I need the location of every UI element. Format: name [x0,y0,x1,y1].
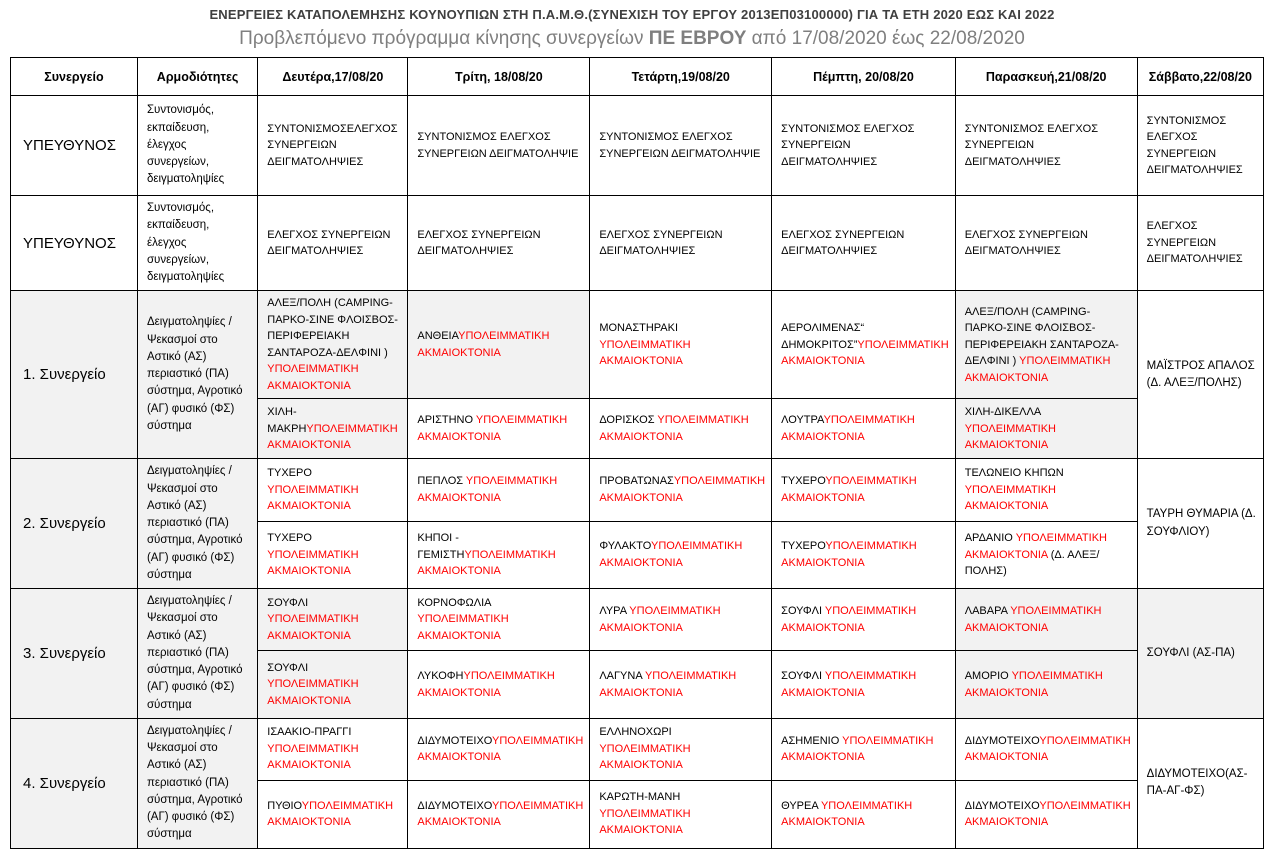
row-duties-synergeio-1: Δειγματοληψίες / Ψεκασμοί στο Αστικό (ΑΣ) περιαστικό (ΠΑ) σύστημα, Αγροτικό (ΑΓ) φυσικό (ΦΣ) σύστημα [137,291,257,459]
treatment-text: ΥΠΟΛΕΙΜΜΑΤΙΚΗ ΑΚΜΑΙΟΚΤΟΝΙΑ [781,540,917,569]
treatment-text: ΥΠΟΛΕΙΜΜΑΤΙΚΗ ΑΚΜΑΙΟΚΤΟΝΙΑ [417,414,568,443]
location-text: ΦΥΛΑΚΤΟ [599,540,651,553]
location-text: ΤΑΥΡΗ ΘΥΜΑΡΙΑ (Δ. ΣΟΥΦΛΙΟΥ) [1146,508,1256,538]
treatment-text: ΥΠΟΛΕΙΜΜΑΤΙΚΗ ΑΚΜΑΙΟΚΤΟΝΙΑ [781,338,949,367]
location-text: ΑΡΙΣΤΗΝΟ [417,414,476,427]
row-duties-synergeio-2: Δειγματοληψίες / Ψεκασμοί στο Αστικό (ΑΣ) περιαστικό (ΠΑ) σύστημα, Αγροτικό (ΑΓ) φυσικό (ΦΣ) σύστημα [137,459,257,589]
location-text: ΧΙΛΗ-ΔΙΚΕΛΛΑ [964,406,1041,418]
column-header-0: Συνεργείο [11,58,138,96]
location-text: ΑΡΔΑΝΙΟ [964,532,1016,545]
location-text: ΤΥΧΕΡΟ [781,540,826,553]
location-text: ΤΥΧΕΡΟ [781,475,826,488]
treatment-text: ΥΠΟΛΕΙΜΜΑΤΙΚΗ ΑΚΜΑΙΟΚΤΟΝΙΑ [599,670,737,699]
cell-synergeio-4-wed-bottom [590,780,772,848]
location-text: ΣΥΝΤΟΝΙΣΜΟΣ ΕΛΕΓΧΟΣ ΣΥΝΕΡΓΕΙΩΝ ΔΕΙΓΜΑΤΟΛΗΨΙΕΣ [781,122,915,168]
title-line2-prefix: Προβλεπόμενο πρόγραμμα κίνησης συνεργείων [239,28,649,49]
location-text: (Δ. ΑΛΕΞ/ΠΟΛΗΣ) [964,548,1100,578]
location-text: ΕΛΕΓΧΟΣ ΣΥΝΕΡΓΕΙΩΝ ΔΕΙΓΜΑΤΟΛΗΨΙΕΣ [599,228,723,258]
location-text: ΠΡΟΒΑΤΩΝΑΣ [599,475,674,488]
column-header-2: Δευτέρα,17/08/20 [258,58,408,96]
row-duties-ypefthinos-1: Συντονισμός, εκπαίδευση, έλεγχος συνεργείων, δειγματοληψίες [137,96,257,196]
treatment-text: ΥΠΟΛΕΙΜΜΑΤΙΚΗ ΑΚΜΑΙΟΚΤΟΝΙΑ [964,483,1057,513]
location-text: ΣΟΥΦΛΙ (ΑΣ-ΠΑ) [1146,646,1235,659]
cell-synergeio-2-mon-bottom [258,521,408,588]
treatment-text: ΥΠΟΛΕΙΜΜΑΤΙΚΗ ΑΚΜΑΙΟΚΤΟΝΙΑ [267,483,359,513]
column-header-1: Αρμοδιότητες [137,58,257,96]
cell-synergeio-2-tue-top [408,459,590,521]
cell-synergeio-4-tue-top [408,718,590,780]
cell-synergeio-1-fri-bottom [955,399,1137,459]
location-text: ΚΗΠΟΙ - ΓΕΜΙΣΤΗ [417,532,465,561]
cell-synergeio-3-mon-bottom [258,651,408,718]
treatment-text: ΥΠΟΛΕΙΜΜΑΤΙΚΗ ΑΚΜΑΙΟΚΤΟΝΙΑ [599,540,743,569]
location-text: ΧΙΛΗ-ΜΑΚΡΗ [267,406,307,435]
treatment-text: ΥΠΟΛΕΙΜΜΑΤΙΚΗ ΑΚΜΑΙΟΚΤΟΝΙΑ [781,734,934,764]
treatment-text: ΥΠΟΛΕΙΜΜΑΤΙΚΗ ΑΚΜΑΙΟΚΤΟΝΙΑ [417,613,509,642]
cell-synergeio-4-fri-top [955,718,1137,780]
location-text: ΑΛΕΞ/ΠΟΛΗ (CAMPING-ΠΑΡΚΟ-ΣΙΝΕ ΦΛΟΙΣΒΟΣ-ΠΕΡΙΦΕΡΕΙΑΚΗ ΣΑΝΤΑΡΟΖΑ-ΔΕΛΦΙΝΙ ) [267,297,398,359]
location-text: ΠΕΠΛΟΣ [417,475,466,488]
cell-synergeio-2-thu-bottom [772,521,956,588]
treatment-text: ΥΠΟΛΕΙΜΜΑΤΙΚΗ ΑΚΜΑΙΟΚΤΟΝΙΑ [417,734,584,764]
location-text: ΜΑΪΣΤΡΟΣ ΑΠΑΛΟΣ (Δ. ΑΛΕΞ/ΠΟΛΗΣ) [1146,359,1255,389]
row-duties-synergeio-3: Δειγματοληψίες / Ψεκασμοί στο Αστικό (ΑΣ) περιαστικό (ΠΑ) σύστημα, Αγροτικό (ΑΓ) φυσικό (ΦΣ) σύστημα [137,589,257,719]
location-text: ΔΙΔΥΜΟΤΕΙΧΟ [964,799,1040,812]
row-duties-ypefthinos-2: Συντονισμός, εκπαίδευση, έλεγχος συνεργείων, δειγματοληψίες [137,196,257,291]
location-text: ΣΟΥΦΛΙ [267,661,309,674]
treatment-text: ΥΠΟΛΕΙΜΜΑΤΙΚΗ ΑΚΜΑΙΟΚΤΟΝΙΑ [781,414,915,443]
cell-synergeio-1-tue-bottom [408,399,590,459]
treatment-text: ΥΠΟΛΕΙΜΜΑΤΙΚΗ ΑΚΜΑΙΟΚΤΟΝΙΑ [781,475,917,504]
cell-synergeio-3-thu-bottom [772,651,956,718]
row-label-synergeio-3: 3. Συνεργείο [11,589,138,719]
cell-ypefthinos-2-day3 [772,196,956,291]
cell-synergeio-2-fri-top [955,459,1137,521]
location-text: ΑΜΟΡΙΟ [964,670,1012,683]
cell-synergeio-4-thu-top [772,718,956,780]
cell-synergeio-1-sat [1137,291,1263,459]
row-label-ypefthinos-2: ΥΠΕΥΘΥΝΟΣ [11,196,138,291]
treatment-text: ΥΠΟΛΕΙΜΜΑΤΙΚΗ ΑΚΜΑΙΟΚΤΟΝΙΑ [417,330,550,359]
cell-synergeio-1-tue-top [408,291,590,399]
cell-synergeio-2-wed-top [590,459,772,521]
row-label-synergeio-1: 1. Συνεργείο [11,291,138,459]
cell-ypefthinos-2-day0 [258,196,408,291]
location-text: ΣΥΝΤΟΝΙΣΜΟΣΕΛΕΓΧΟΣ ΣΥΝΕΡΓΕΙΩΝ ΔΕΙΓΜΑΤΟΛΗΨΙΕΣ [267,122,398,168]
cell-synergeio-4-fri-bottom [955,780,1137,848]
row-duties-synergeio-4: Δειγματοληψίες / Ψεκασμοί στο Αστικό (ΑΣ) περιαστικό (ΠΑ) σύστημα, Αγροτικό (ΑΓ) φυσικό (ΦΣ) σύστημα [137,718,257,848]
location-text: ΠΥΘΙΟ [267,799,302,812]
location-text: ΛΥΚΟΦΗ [417,670,464,683]
cell-synergeio-4-mon-bottom [258,780,408,848]
location-text: ΚΑΡΩΤΗ-ΜΑΝΗ [599,791,681,804]
cell-synergeio-1-thu-top [772,291,956,399]
treatment-text: ΥΠΟΛΕΙΜΜΑΤΙΚΗ ΑΚΜΑΙΟΚΤΟΝΙΑ [964,605,1102,634]
treatment-text: ΥΠΟΛΕΙΜΜΑΤΙΚΗ ΑΚΜΑΙΟΚΤΟΝΙΑ [964,799,1131,829]
column-header-3: Τρίτη, 18/08/20 [408,58,590,96]
document-titles [0,0,1264,50]
location-text: ΔΟΡΙΣΚΟΣ [599,414,658,427]
treatment-text: ΥΠΟΛΕΙΜΜΑΤΙΚΗ ΑΚΜΑΙΟΚΤΟΝΙΑ [417,548,556,578]
treatment-text: ΥΠΟΛΕΙΜΜΑΤΙΚΗ ΑΚΜΑΙΟΚΤΟΝΙΑ [267,742,359,772]
location-text: ΤΥΧΕΡΟ [267,467,312,480]
cell-synergeio-2-fri-bottom [955,521,1137,588]
cell-synergeio-4-thu-bottom [772,780,956,848]
schedule-table [10,57,1264,849]
cell-ypefthinos-2-day5 [1137,196,1263,291]
treatment-text: ΥΠΟΛΕΙΜΜΑΤΙΚΗ ΑΚΜΑΙΟΚΤΟΝΙΑ [417,670,555,699]
location-text: ΕΛΕΓΧΟΣ ΣΥΝΕΡΓΕΙΩΝ ΔΕΙΓΜΑΤΟΛΗΨΙΕΣ [417,228,541,258]
treatment-text: ΥΠΟΛΕΙΜΜΑΤΙΚΗ ΑΚΜΑΙΟΚΤΟΝΙΑ [964,670,1103,699]
row-label-ypefthinos-1: ΥΠΕΥΘΥΝΟΣ [11,96,138,196]
treatment-text: ΥΠΟΛΕΙΜΜΑΤΙΚΗ ΑΚΜΑΙΟΚΤΟΝΙΑ [267,799,394,829]
location-text: ΛΟΥΤΡΑ [781,414,824,427]
document-title-line1: ΕΝΕΡΓΕΙΕΣ ΚΑΤΑΠΟΛΕΜΗΣΗΣ ΚΟΥΝΟΥΠΙΩΝ ΣΤΗ Π.Α.Μ.Θ.(ΣΥΝΕΧΙΣΗ ΤΟΥ ΕΡΓΟΥ 2013ΕΠ03100000) ΓΙΑ ΤΑ ΕΤΗ 2020 ΕΩΣ ΚΑΙ 2022 [209,7,1055,22]
treatment-text: ΥΠΟΛΕΙΜΜΑΤΙΚΗ ΑΚΜΑΙΟΚΤΟΝΙΑ [599,605,721,634]
cell-synergeio-4-tue-bottom [408,780,590,848]
row-label-synergeio-4: 4. Συνεργείο [11,718,138,848]
location-text: ΛΑΓΥΝΑ [599,670,645,683]
treatment-text: ΥΠΟΛΕΙΜΜΑΤΙΚΗ ΑΚΜΑΙΟΚΤΟΝΙΑ [417,799,584,829]
cell-ypefthinos-1-day5 [1137,96,1263,196]
location-text: ΕΛΕΓΧΟΣ ΣΥΝΕΡΓΕΙΩΝ ΔΕΙΓΜΑΤΟΛΗΨΙΕΣ [267,228,391,258]
cell-ypefthinos-2-day2 [590,196,772,291]
cell-synergeio-1-wed-top [590,291,772,399]
cell-synergeio-4-mon-top [258,718,408,780]
treatment-text: ΥΠΟΛΕΙΜΜΑΤΙΚΗ ΑΚΜΑΙΟΚΤΟΝΙΑ [599,475,766,504]
title-line2-region: ΠΕ ΕΒΡΟΥ [648,28,747,49]
cell-synergeio-3-mon-top [258,589,408,651]
treatment-text: ΥΠΟΛΕΙΜΜΑΤΙΚΗ ΑΚΜΑΙΟΚΤΟΝΙΑ [267,678,359,707]
cell-synergeio-2-tue-bottom [408,521,590,588]
treatment-text: ΥΠΟΛΕΙΜΜΑΤΙΚΗ ΑΚΜΑΙΟΚΤΟΝΙΑ [417,475,558,504]
column-header-4: Τετάρτη,19/08/20 [590,58,772,96]
cell-synergeio-1-fri-top [955,291,1137,399]
location-text: ΤΕΛΩΝΕΙΟ ΚΗΠΩΝ [964,467,1064,480]
row-label-synergeio-2: 2. Συνεργείο [11,459,138,589]
location-text: ΣΥΝΤΟΝΙΣΜΟΣ ΕΛΕΓΧΟΣ ΣΥΝΕΡΓΕΙΩΝ ΔΕΙΓΜΑΤΟΛΗΨΙΕ [417,131,579,160]
location-text: ΣΥΝΤΟΝΙΣΜΟΣ ΕΛΕΓΧΟΣ ΣΥΝΕΡΓΕΙΩΝ ΔΕΙΓΜΑΤΟΛΗΨΙΕΣ [1146,114,1243,176]
treatment-text: ΥΠΟΛΕΙΜΜΑΤΙΚΗ ΑΚΜΑΙΟΚΤΟΝΙΑ [599,742,691,772]
cell-ypefthinos-1-day0 [258,96,408,196]
cell-synergeio-2-wed-bottom [590,521,772,588]
cell-synergeio-3-tue-bottom [408,651,590,718]
location-text: ΣΟΥΦΛΙ [781,605,825,618]
cell-synergeio-2-sat [1137,459,1263,589]
column-header-5: Πέμπτη, 20/08/20 [772,58,956,96]
location-text: ΑΝΘΕΙΑ [417,330,459,343]
column-header-6: Παρασκευή,21/08/20 [955,58,1137,96]
cell-ypefthinos-1-day4 [955,96,1137,196]
treatment-text: ΥΠΟΛΕΙΜΜΑΤΙΚΗ ΑΚΜΑΙΟΚΤΟΝΙΑ [781,670,917,699]
location-text: ΘΥΡΕΑ [781,799,821,812]
location-text: ΕΛΕΓΧΟΣ ΣΥΝΕΡΓΕΙΩΝ ΔΕΙΓΜΑΤΟΛΗΨΙΕΣ [1146,220,1243,266]
cell-synergeio-4-sat [1137,718,1263,848]
treatment-text: ΥΠΟΛΕΙΜΜΑΤΙΚΗ ΑΚΜΑΙΟΚΤΟΝΙΑ [267,422,398,451]
cell-synergeio-3-tue-top [408,589,590,651]
location-text: ΣΟΥΦΛΙ [267,596,309,609]
location-text: ΔΙΔΥΜΟΤΕΙΧΟ [417,799,493,812]
treatment-text: ΥΠΟΛΕΙΜΜΑΤΙΚΗ ΑΚΜΑΙΟΚΤΟΝΙΑ [964,734,1131,764]
cell-ypefthinos-2-day4 [955,196,1137,291]
location-text: ΑΛΕΞ/ΠΟΛΗ (CAMPING-ΠΑΡΚΟ-ΣΙΝΕ ΦΛΟΙΣΒΟΣ-ΠΕΡΙΦΕΡΕΙΑΚΗ ΣΑΝΤΑΡΟΖΑ-ΔΕΛΦΙΝΙ ) [964,305,1119,367]
location-text: ΑΣΗΜΕΝΙΟ [781,734,843,747]
location-text: ΣΥΝΤΟΝΙΣΜΟΣ ΕΛΕΓΧΟΣ ΣΥΝΕΡΓΕΙΩΝ ΔΕΙΓΜΑΤΟΛΗΨΙΕ [599,131,761,160]
cell-synergeio-3-wed-bottom [590,651,772,718]
location-text: ΛΑΒΑΡΑ [964,605,1011,618]
treatment-text: ΥΠΟΛΕΙΜΜΑΤΙΚΗ ΑΚΜΑΙΟΚΤΟΝΙΑ [781,799,913,829]
cell-ypefthinos-2-day1 [408,196,590,291]
treatment-text: ΥΠΟΛΕΙΜΜΑΤΙΚΗ ΑΚΜΑΙΟΚΤΟΝΙΑ [964,532,1107,561]
cell-synergeio-2-thu-top [772,459,956,521]
cell-synergeio-4-wed-top [590,718,772,780]
cell-synergeio-3-fri-bottom [955,651,1137,718]
location-text: ΔΙΔΥΜΟΤΕΙΧΟ [417,734,493,747]
location-text: ΔΙΔΥΜΟΤΕΙΧΟ [964,734,1040,747]
treatment-text: ΥΠΟΛΕΙΜΜΑΤΙΚΗ ΑΚΜΑΙΟΚΤΟΝΙΑ [267,548,359,578]
location-text: ΤΥΧΕΡΟ [267,532,312,545]
location-text: ΛΥΡΑ [599,605,630,618]
cell-synergeio-1-wed-bottom [590,399,772,459]
cell-ypefthinos-1-day2 [590,96,772,196]
treatment-text: ΥΠΟΛΕΙΜΜΑΤΙΚΗ ΑΚΜΑΙΟΚΤΟΝΙΑ [964,355,1111,384]
treatment-text: ΥΠΟΛΕΙΜΜΑΤΙΚΗ ΑΚΜΑΙΟΚΤΟΝΙΑ [599,338,691,367]
location-text: ΔΙΔΥΜΟΤΕΙΧΟ(ΑΣ-ΠΑ-ΑΓ-ΦΣ) [1146,767,1248,798]
cell-ypefthinos-1-day1 [408,96,590,196]
cell-synergeio-3-sat [1137,589,1263,719]
document-title-line2 [0,28,1264,50]
location-text: ΣΥΝΤΟΝΙΣΜΟΣ ΕΛΕΓΧΟΣ ΣΥΝΕΡΓΕΙΩΝ ΔΕΙΓΜΑΤΟΛΗΨΙΕΣ [964,122,1099,168]
column-header-7: Σάββατο,22/08/20 [1137,58,1263,96]
cell-synergeio-1-mon-bottom [258,399,408,459]
treatment-text: ΥΠΟΛΕΙΜΜΑΤΙΚΗ ΑΚΜΑΙΟΚΤΟΝΙΑ [267,613,359,642]
location-text: ΙΣΑΑΚΙΟ-ΠΡΑΓΓΙ [267,726,352,739]
cell-synergeio-1-mon-top [258,291,408,399]
location-text: ΕΛΕΓΧΟΣ ΣΥΝΕΡΓΕΙΩΝ ΔΕΙΓΜΑΤΟΛΗΨΙΕΣ [781,228,905,258]
treatment-text: ΥΠΟΛΕΙΜΜΑΤΙΚΗ ΑΚΜΑΙΟΚΤΟΝΙΑ [599,807,691,837]
cell-synergeio-2-mon-top [258,459,408,521]
location-text: ΜΟΝΑΣΤΗΡΑΚΙ [599,322,679,334]
cell-ypefthinos-1-day3 [772,96,956,196]
cell-synergeio-1-thu-bottom [772,399,956,459]
cell-synergeio-3-wed-top [590,589,772,651]
treatment-text: ΥΠΟΛΕΙΜΜΑΤΙΚΗ ΑΚΜΑΙΟΚΤΟΝΙΑ [964,422,1057,451]
location-text: ΣΟΥΦΛΙ [781,670,825,683]
treatment-text: ΥΠΟΛΕΙΜΜΑΤΙΚΗ ΑΚΜΑΙΟΚΤΟΝΙΑ [599,414,749,443]
cell-synergeio-3-fri-top [955,589,1137,651]
location-text: ΕΛΛΗΝΟΧΩΡΙ [599,726,672,739]
title-line2-suffix: από 17/08/2020 έως 22/08/2020 [746,28,1025,49]
treatment-text: ΥΠΟΛΕΙΜΜΑΤΙΚΗ ΑΚΜΑΙΟΚΤΟΝΙΑ [781,605,917,634]
location-text: ΚΟΡΝΟΦΩΛΙΑ [417,596,491,609]
location-text: ΕΛΕΓΧΟΣ ΣΥΝΕΡΓΕΙΩΝ ΔΕΙΓΜΑΤΟΛΗΨΙΕΣ [964,228,1088,258]
treatment-text: ΥΠΟΛΕΙΜΜΑΤΙΚΗ ΑΚΜΑΙΟΚΤΟΝΙΑ [267,363,359,392]
location-text: ΑΕΡΟΛΙΜΕΝΑΣ“ ΔΗΜΟΚΡΙΤΟΣ” [781,322,865,351]
cell-synergeio-3-thu-top [772,589,956,651]
